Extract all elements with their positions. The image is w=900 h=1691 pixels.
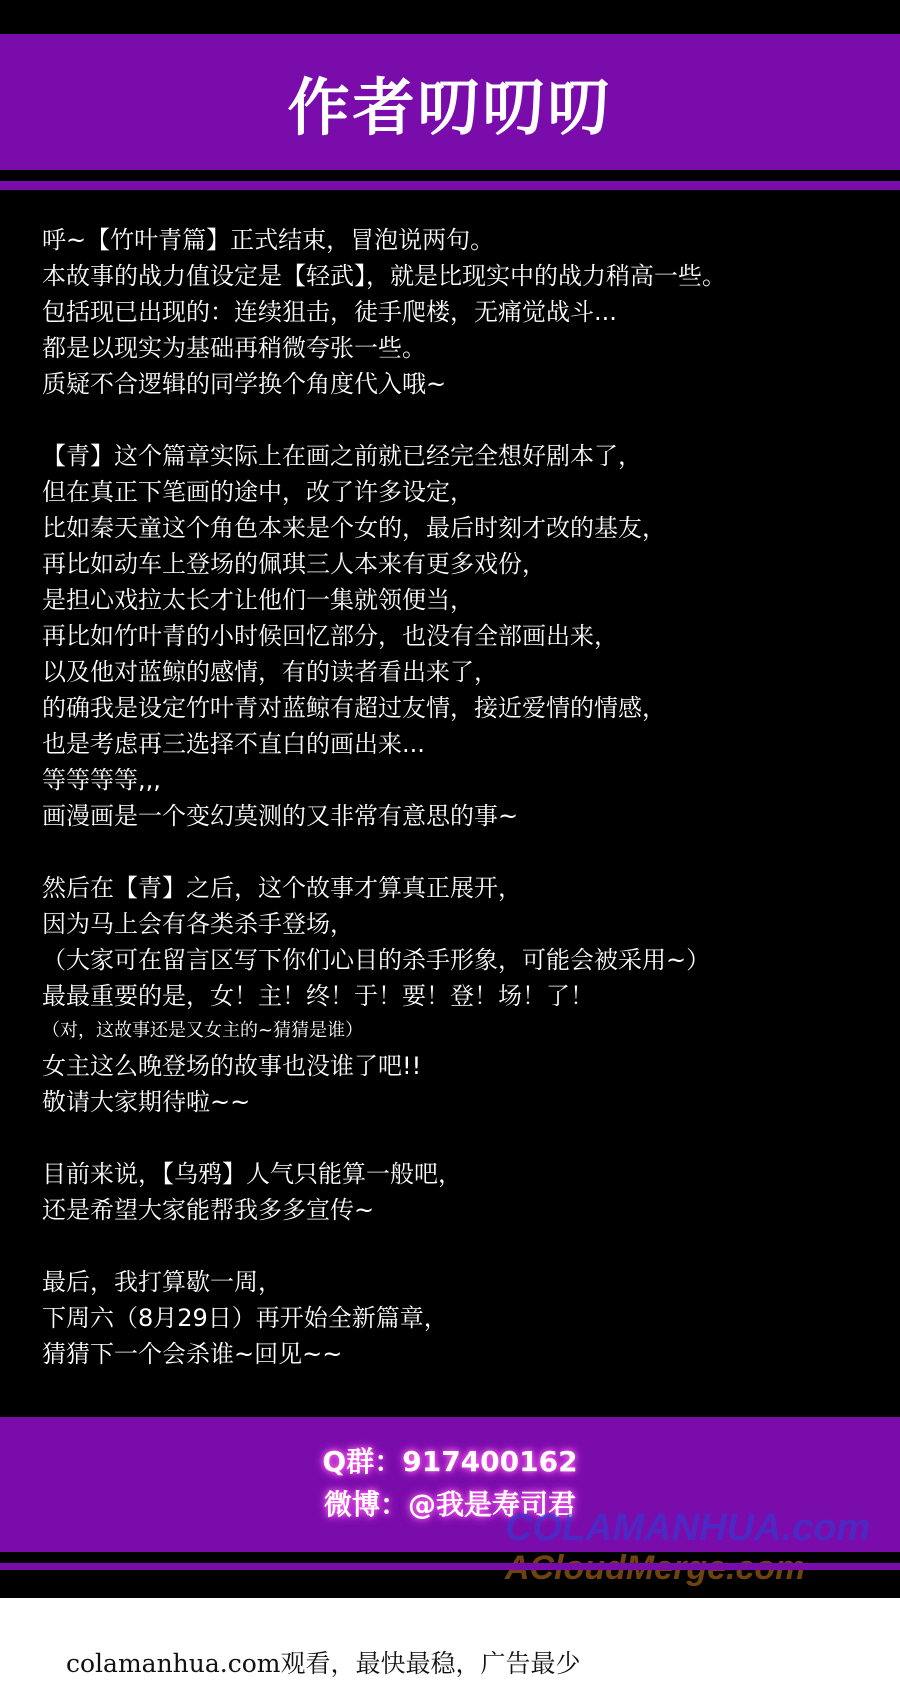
paragraph-1: [42, 222, 892, 402]
weibo-text: 微博：@我是寿司君: [323, 1488, 576, 1521]
text-line: 本故事的战力值设定是【轻武】，就是比现实中的战力稍高一些。: [42, 262, 726, 290]
text-line: 呼~【竹叶青篇】正式结束，冒泡说两句。: [42, 226, 495, 254]
paragraph-3: [42, 870, 892, 1120]
text-line: 女主这么晚登场的故事也没谁了吧!!: [42, 1052, 422, 1080]
paragraph-4: [42, 1156, 892, 1228]
text-line: 比如秦天童这个角色本来是个女的，最后时刻才改的基友，: [42, 514, 666, 542]
text-line: 再比如竹叶青的小时候回忆部分，也没有全部画出来，: [42, 622, 618, 650]
watermark-line-1: COLAMANHUA.com: [505, 1507, 871, 1549]
text-line: 猜猜下一个会杀谁~回见~~: [42, 1340, 343, 1368]
watermark-logo: [505, 1508, 870, 1588]
text-line: 敬请大家期待啦~~: [42, 1088, 251, 1116]
text-line: 等等等等,,,: [42, 766, 161, 794]
text-line: 是担心戏拉太长才让他们一集就领便当，: [42, 586, 474, 614]
text-line: 因为马上会有各类杀手登场，: [42, 910, 354, 938]
text-line: 目前来说，【乌鸦】人气只能算一般吧，: [42, 1160, 462, 1188]
text-line: 然后在【青】之后，这个故事才算真正展开，: [42, 874, 522, 902]
text-line: 再比如动车上登场的佩琪三人本来有更多戏份，: [42, 550, 546, 578]
text-line: 下周六（8月29日）再开始全新篇章，: [42, 1304, 448, 1332]
page-title: 作者叨叨叨: [287, 70, 613, 144]
site-banner-text: colamanhua.com观看，最快最稳，广告最少: [66, 1649, 581, 1678]
text-line: 包括现已出现的：连续狙击，徒手爬楼，无痛觉战斗...: [42, 298, 617, 326]
paragraph-2: [42, 438, 892, 834]
header-divider: [0, 181, 900, 190]
footer-divider: [0, 1563, 900, 1570]
text-line: 还是希望大家能帮我多多宣传~: [42, 1196, 375, 1224]
qq-group-text: Q群：917400162: [322, 1445, 578, 1478]
text-line: 但在真正下笔画的途中，改了许多设定，: [42, 478, 474, 506]
text-line: 画漫画是一个变幻莫测的又非常有意思的事~: [42, 802, 519, 830]
author-note-body: [42, 222, 892, 1408]
text-line: 都是以现实为基础再稍微夸张一些。: [42, 334, 426, 362]
text-line: 质疑不合逻辑的同学换个角度代入哦~: [42, 370, 447, 398]
text-line: 的确我是设定竹叶青对蓝鲸有超过友情，接近爱情的情感，: [42, 694, 666, 722]
text-line: 以及他对蓝鲸的感情，有的读者看出来了，: [42, 658, 498, 686]
text-line-small: （对，这故事还是又女主的~猜猜是谁）: [42, 1020, 364, 1041]
header-band: [0, 34, 900, 170]
text-line: 最后，我打算歇一周，: [42, 1268, 282, 1296]
text-line: （大家可在留言区写下你们心目的杀手形象，可能会被采用~）: [42, 946, 711, 974]
text-line: 最最重要的是，女！主！终！于！要！登！场！了！: [42, 982, 594, 1010]
text-line: 也是考虑再三选择不直白的画出来...: [42, 730, 425, 758]
paragraph-5: [42, 1264, 892, 1372]
text-line: 【青】这个篇章实际上在画之前就已经完全想好剧本了，: [42, 442, 642, 470]
